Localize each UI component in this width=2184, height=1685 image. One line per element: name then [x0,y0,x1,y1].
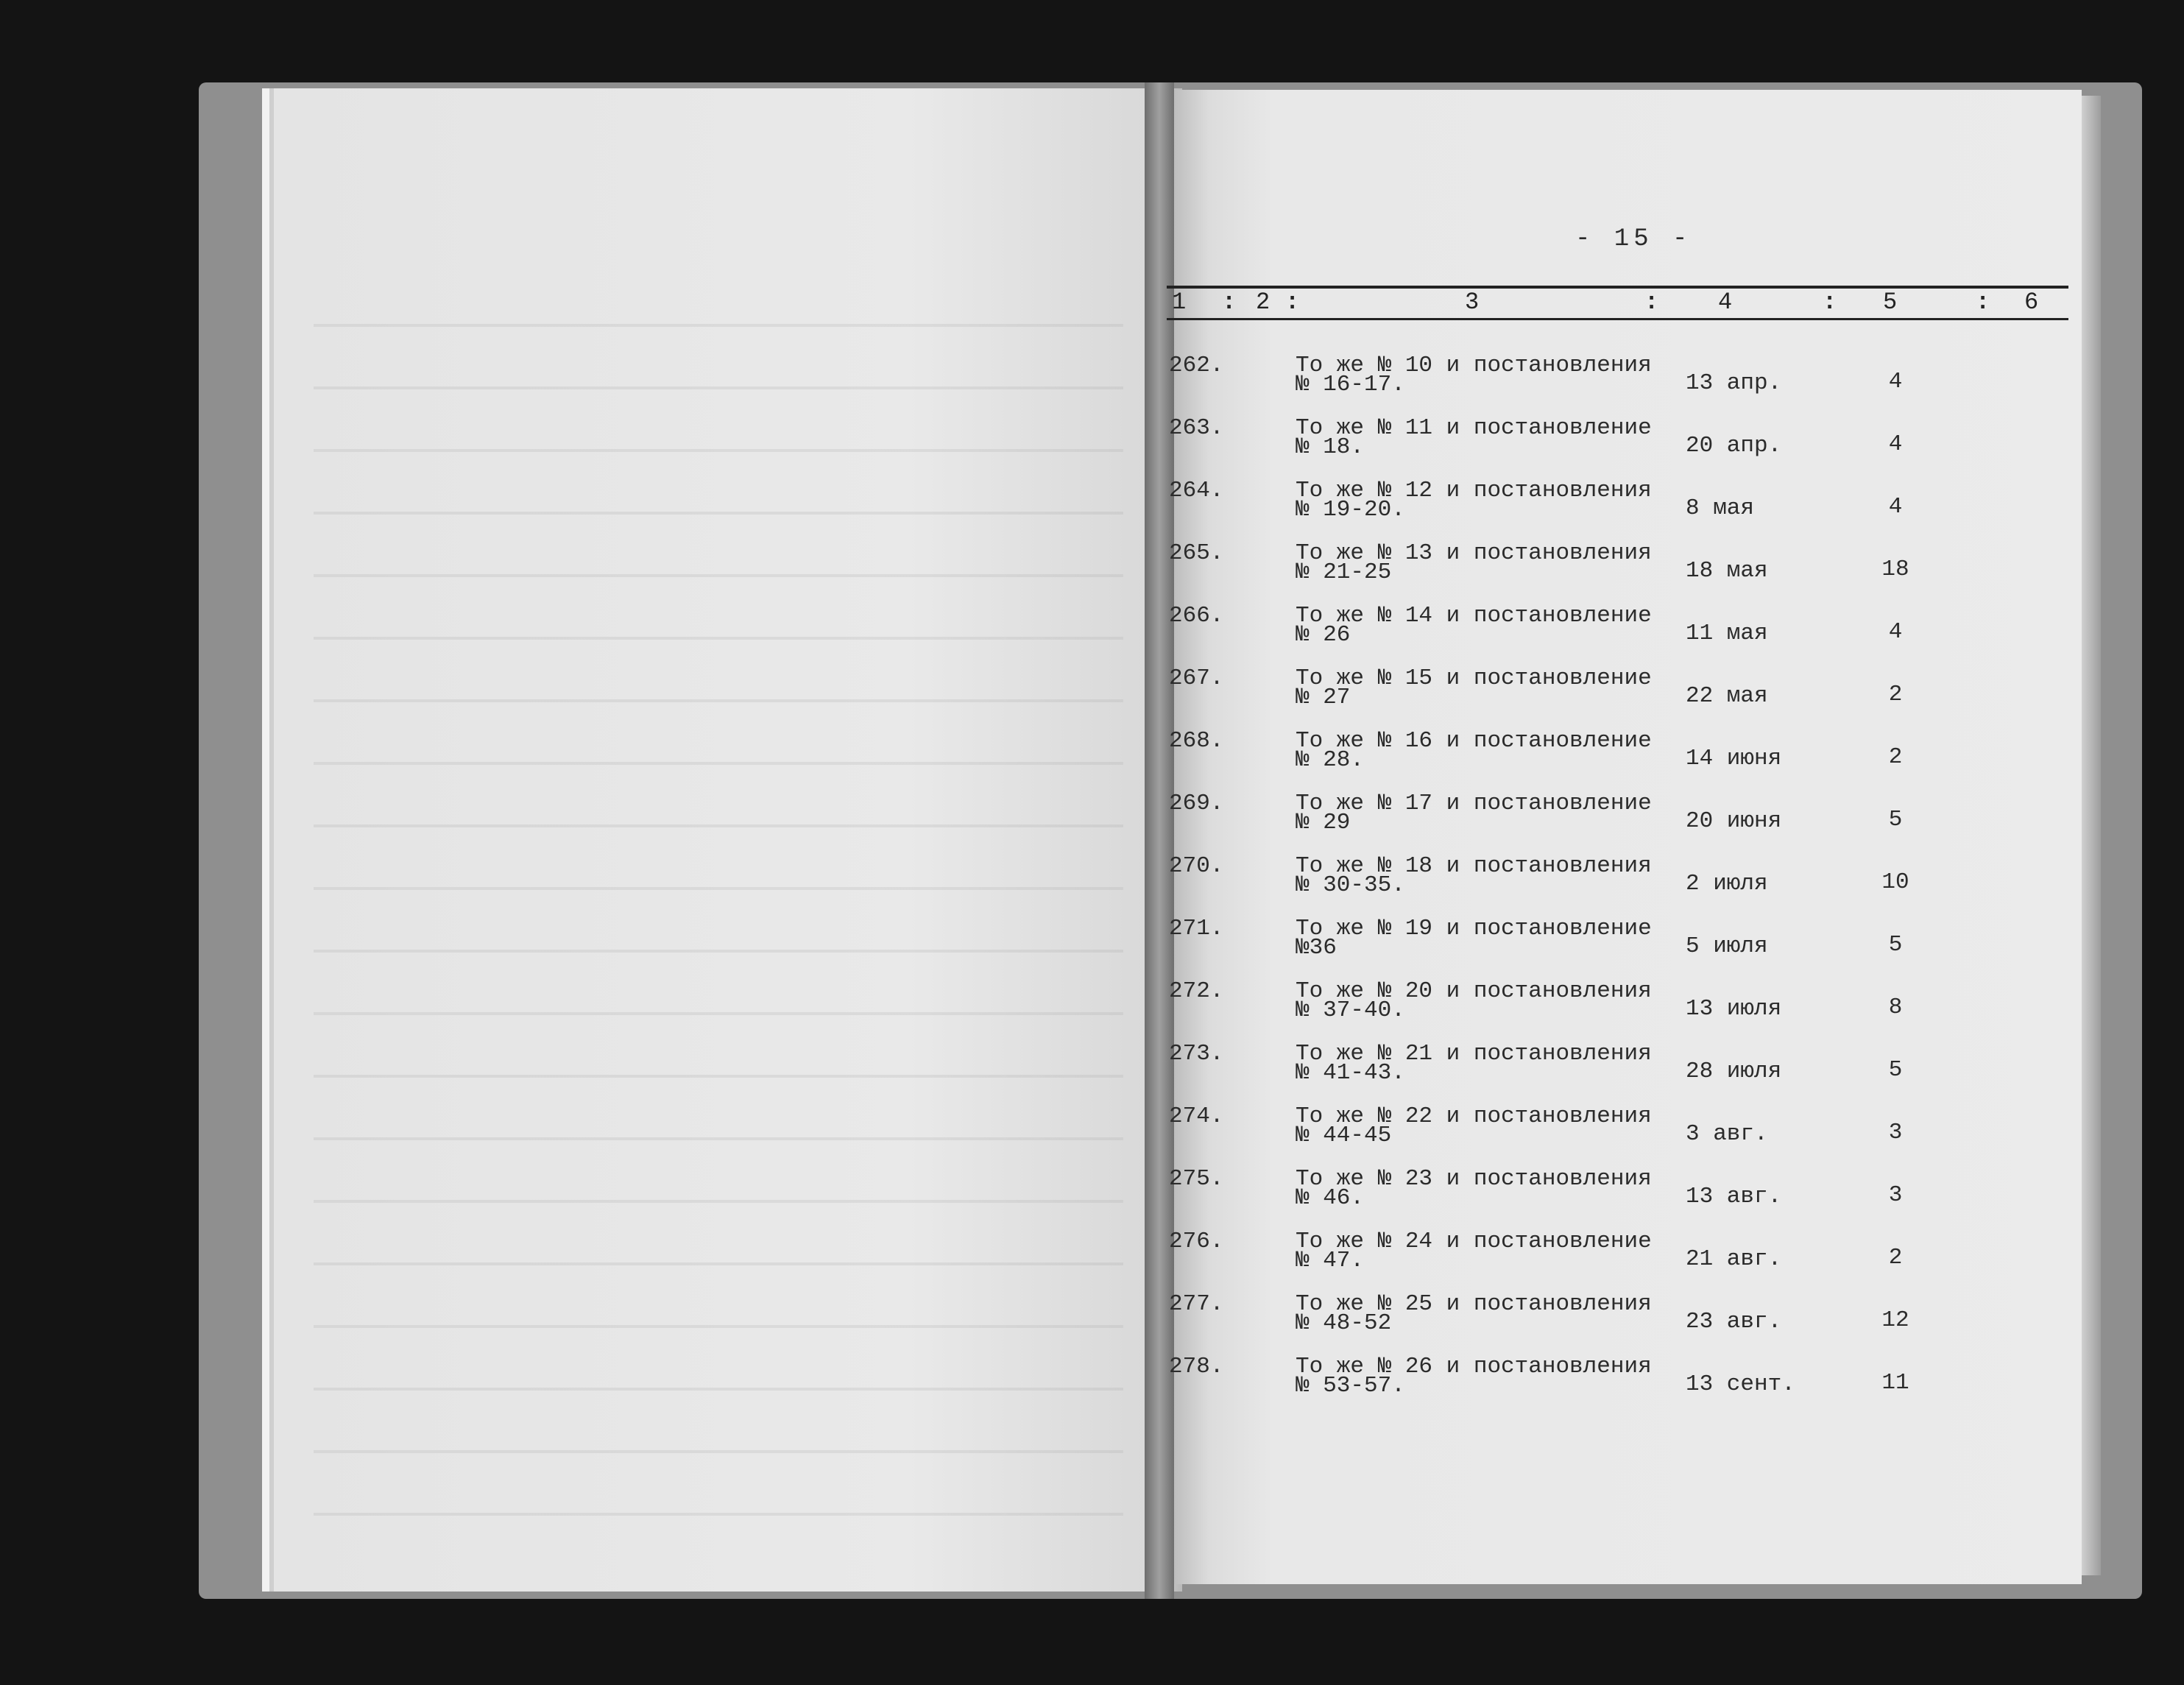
entry-description-line2: № 28. [1296,747,1365,773]
entry-quantity: 4 [1888,369,1903,395]
entry-description-line2: № 53-57. [1296,1373,1405,1399]
entry-quantity: 8 [1888,995,1903,1020]
entry-description-line1: То же № 24 и постановление [1296,1229,1652,1254]
entry-quantity: 5 [1888,1057,1903,1083]
entry-date: 2 июля [1686,871,1768,897]
entry-description-line1: То же № 23 и постановления [1296,1166,1652,1192]
page-number: - 15 - [1575,225,1692,253]
column-header-6: 6 [2024,289,2039,316]
column-separator: : [1976,289,1990,316]
entry-number: 264. [1169,478,1224,504]
entry-number: 265. [1169,540,1224,566]
page-edge [2082,96,2101,1575]
entry-quantity: 5 [1888,807,1903,833]
entry-description-line2: № 21-25 [1296,559,1392,585]
column-header-4: 4 [1718,289,1733,316]
entry-quantity: 3 [1888,1120,1903,1145]
entry-description-line2: № 46. [1296,1185,1365,1211]
entry-date: 20 апр. [1686,433,1782,459]
entry-description-line2: № 18. [1296,434,1365,460]
entry-description-line1: То же № 22 и постановления [1296,1103,1652,1129]
entry-date: 8 мая [1686,495,1755,521]
entry-quantity: 5 [1888,932,1903,958]
entry-number: 271. [1169,916,1224,942]
entry-date: 20 июня [1686,808,1782,834]
entry-description-line1: То же № 17 и постановление [1296,791,1652,816]
column-separator: : [1285,289,1300,316]
entry-description-line2: № 19-20. [1296,497,1405,523]
entry-description-line1: То же № 14 и постановление [1296,603,1652,629]
table-header-bottom-rule [1167,318,2068,320]
entry-description-line2: №36 [1296,935,1337,961]
entry-number: 269. [1169,791,1224,816]
entry-description-line1: То же № 15 и постановление [1296,665,1652,691]
entry-description-line2: № 27 [1296,685,1351,710]
entry-date: 28 июля [1686,1059,1782,1084]
entry-description-line2: № 30-35. [1296,872,1405,898]
entry-number: 266. [1169,603,1224,629]
entry-quantity: 10 [1881,869,1909,895]
entry-number: 262. [1169,353,1224,378]
entry-description-line1: То же № 13 и постановления [1296,540,1652,566]
entry-date: 13 апр. [1686,370,1782,396]
entry-description-line1: То же № 19 и постановление [1296,916,1652,942]
entry-date: 13 авг. [1686,1184,1782,1209]
entry-quantity: 2 [1888,682,1903,707]
entry-quantity: 4 [1888,494,1903,520]
entry-description-line1: То же № 25 и постановления [1296,1291,1652,1317]
entry-number: 276. [1169,1229,1224,1254]
entry-number: 272. [1169,978,1224,1004]
entry-quantity: 2 [1888,1245,1903,1271]
show-through-text [314,272,1123,1524]
entry-quantity: 12 [1881,1307,1909,1333]
entry-number: 275. [1169,1166,1224,1192]
table-header-top-rule [1167,286,2068,289]
entry-date: 5 июля [1686,933,1768,959]
entry-description-line2: № 26 [1296,622,1351,648]
entry-description-line2: № 37-40. [1296,997,1405,1023]
entry-number: 274. [1169,1103,1224,1129]
entry-quantity: 11 [1881,1370,1909,1396]
entry-date: 13 сент. [1686,1371,1795,1397]
entry-date: 22 мая [1686,683,1768,709]
entry-quantity: 4 [1888,619,1903,645]
entry-date: 21 авг. [1686,1246,1782,1272]
entry-number: 270. [1169,853,1224,879]
entry-number: 273. [1169,1041,1224,1067]
entry-quantity: 3 [1888,1182,1903,1208]
entry-description-line1: То же № 21 и постановления [1296,1041,1652,1067]
entry-number: 278. [1169,1354,1224,1380]
entry-description-line1: То же № 11 и постановление [1296,415,1652,441]
entry-number: 277. [1169,1291,1224,1317]
entry-description-line2: № 47. [1296,1248,1365,1274]
column-separator: : [1823,289,1837,316]
entry-quantity: 2 [1888,744,1903,770]
entry-quantity: 4 [1888,431,1903,457]
column-header-2: 2 [1256,289,1271,316]
column-header-5: 5 [1883,289,1898,316]
entry-number: 267. [1169,665,1224,691]
entry-description-line1: То же № 20 и постановления [1296,978,1652,1004]
entry-description-line2: № 44-45 [1296,1123,1392,1148]
entry-number: 263. [1169,415,1224,441]
column-header-3: 3 [1465,289,1480,316]
entry-description-line1: То же № 12 и постановления [1296,478,1652,504]
column-header-1: 1 [1172,289,1187,316]
entry-date: 18 мая [1686,558,1768,584]
entry-date: 11 мая [1686,621,1768,646]
entry-date: 13 июля [1686,996,1782,1022]
entry-description-line1: То же № 18 и постановления [1296,853,1652,879]
entry-quantity: 18 [1881,557,1909,582]
entry-description-line1: То же № 16 и постановление [1296,728,1652,754]
entry-description-line2: № 48-52 [1296,1310,1392,1336]
entry-description-line2: № 16-17. [1296,372,1405,398]
entry-description-line2: № 29 [1296,810,1351,836]
entry-description-line2: № 41-43. [1296,1060,1405,1086]
entry-date: 14 июня [1686,746,1782,771]
entry-date: 23 авг. [1686,1309,1782,1335]
entry-number: 268. [1169,728,1224,754]
entry-description-line1: То же № 10 и постановления [1296,353,1652,378]
column-separator: : [1222,289,1237,316]
entry-description-line1: То же № 26 и постановления [1296,1354,1652,1380]
column-separator: : [1644,289,1659,316]
entry-date: 3 авг. [1686,1121,1768,1147]
left-page [262,88,1182,1592]
